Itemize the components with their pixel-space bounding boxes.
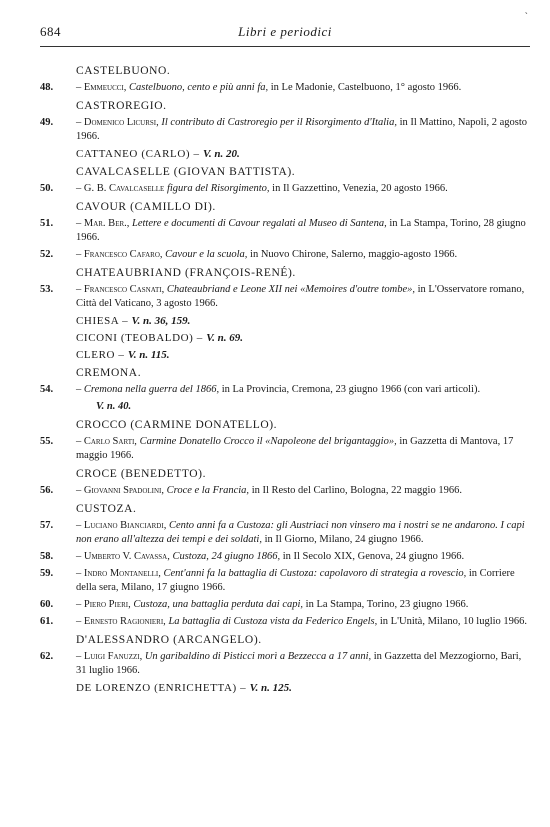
entry-publication: in La Stampa, Torino, 28 giugno 1966. [76,218,526,243]
bibliography-entry [40,567,530,595]
entry-text [76,81,530,95]
entry-number: 59. [40,568,54,579]
entry-publication: in Il Gazzettino, Venezia, 20 agosto 1966. [269,183,448,194]
entry-title: Lettere e documenti di Cavour regalati al Museo di Santena, [132,218,387,229]
entry-title: Carmine Donatello Crocco il «Napoleone del brigantaggio», [139,436,397,447]
entry-publication: in Le Madonie, Castelbuono, 1° agosto 1966. [268,82,462,93]
section-heading: CROCE (BENEDETTO). [76,468,207,480]
entry-text [76,484,530,498]
entry-author: Francesco Cafaro, [83,249,163,260]
entry-publication: in L'Osservatore romano, Città del Vaticano, 3 agosto 1966. [76,284,525,309]
entry-publication: in La Stampa, Torino, 23 giugno 1966. [303,599,469,610]
bibliography-entry [40,248,530,262]
crossref-heading: CICONI (TEOBALDO) – [76,332,207,344]
entry-title: Un garibaldino di Pisticci morì a Bezzecca a 17 anni, [144,651,372,662]
entry-author: Mar. Ber., [83,218,130,229]
section-heading: CASTROREGIO. [76,100,167,112]
entry-title: Chateaubriand e Leone XII nei «Memoires d'outre tombe», [166,284,415,295]
entry-number: 62. [40,651,54,662]
bibliography-entry [40,435,530,463]
section-heading: CHATEAUBRIAND (FRANÇOIS-RENÉ). [76,267,296,279]
crossref-target: V. n. 20. [202,148,240,160]
corner-mark: ` [524,12,528,23]
entry-dash: – [76,82,84,93]
entry-text [76,567,530,595]
crossref-target: V. n. 36, 159. [131,315,191,327]
crossref-heading: CHIESA – [76,315,132,327]
entry-text [76,116,530,144]
entry-title: Cavour e la scuola, [165,249,248,260]
section-heading: CAVALCASELLE (GIOVAN BATTISTA). [76,166,296,178]
entry-number: 52. [40,249,54,260]
bibliography-entry [40,116,530,144]
page-header [40,12,530,44]
entry-publication: in La Provincia, Cremona, 23 giugno 1966 (con vari articoli). [219,384,481,395]
cross-reference [76,331,530,345]
cross-reference [76,348,530,362]
entry-title: Croce e la Francia, [166,485,250,496]
entry-text [76,598,530,612]
entry-publication: in Il Resto del Carlino, Bologna, 22 maggio 1966. [249,485,462,496]
entry-number: 50. [40,183,54,194]
bibliography-entry [40,598,530,612]
entry-text [76,435,530,463]
entry-title: Custoza, 24 giugno 1866, [172,551,281,562]
cross-reference [76,681,530,695]
entry-publication: in Il Giorno, Milano, 24 giugno 1966. [261,534,424,545]
bibliography-list [40,60,530,698]
entry-publication: in Corriere della sera, Milano, 17 giugno 1966. [76,568,515,593]
entry-publication: in Gazzetta del Mezzogiorno, Bari, 31 luglio 1966. [76,651,522,676]
entry-title: Cento anni fa a Custoza: gli Austriaci non vinsero ma i nostri se ne andarono. I capi non erano all'altezza dei tempi e dei soldati, [76,520,525,545]
entry-number: 51. [40,218,54,229]
entry-dash: – [76,117,84,128]
section-heading: D'ALESSANDRO (ARCANGELO). [76,634,262,646]
crossref-heading: DE LORENZO (ENRICHETTA) – [76,682,250,694]
crossref-target: V. n. 125. [249,682,292,694]
crossref-target: V. n. 69. [206,332,244,344]
entry-number: 56. [40,485,54,496]
entry-text [76,217,530,245]
section-heading: CROCCO (CARMINE DONATELLO). [76,419,278,431]
entry-number: 57. [40,520,54,531]
bibliography-entry [40,283,530,311]
bibliography-entry [40,650,530,678]
entry-title: Il contributo di Castroregio per il Risorgimento d'Italia, [161,117,397,128]
entry-number: 48. [40,82,54,93]
crossref-target: V. n. 115. [127,349,170,361]
bibliography-entry [40,81,530,95]
entry-dash: – [76,249,84,260]
entry-title: Custoza, una battaglia perduta dai capi, [133,599,304,610]
entry-dash: – [76,485,84,496]
see-also-reference: V. n. 40. [96,401,132,412]
entry-author: Giovanni Spadolini, [83,485,164,496]
entry-author: G. B. Cavalcaselle [83,183,165,194]
bibliography-entry [40,615,530,629]
crossref-heading: CATTANEO (CARLO) – [76,148,203,160]
entry-publication: in L'Unità, Milano, 10 luglio 1966. [377,616,528,627]
entry-title: La battaglia di Custoza vista da Federico Engels, [168,616,378,627]
bibliography-entry [40,383,530,397]
section-heading: CASTELBUONO. [76,65,171,77]
entry-publication: in Il Mattino, Napoli, 2 agosto 1966. [76,117,528,142]
entry-text [76,182,530,196]
entry-author: Indro Montanelli, [83,568,161,579]
cross-reference [76,314,530,328]
entry-dash: – [76,599,84,610]
entry-dash: – [76,384,84,395]
entry-title: Cent'anni fa la battaglia di Custoza: capolavoro di strategia a rovescio, [163,568,467,579]
entry-dash: – [76,436,84,447]
entry-author: Umberto V. Cavassa, [83,551,170,562]
bibliography-entry [40,519,530,547]
crossref-heading: CLERO – [76,349,128,361]
bibliography-entry [40,484,530,498]
entry-title: figura del Risorgimento, [166,183,270,194]
entry-text [76,615,530,629]
entry-dash: – [76,284,84,295]
entry-text [76,383,530,397]
entry-number: 53. [40,284,54,295]
entry-author: Domenico Licursi, [83,117,159,128]
entry-author: Luigi Fanuzzi, [83,651,143,662]
cross-reference [76,147,530,161]
entry-number: 58. [40,551,54,562]
entry-dash: – [76,651,84,662]
entry-number: 49. [40,117,54,128]
entry-publication: in Il Secolo XIX, Genova, 24 giugno 1966. [280,551,465,562]
entry-dash: – [76,520,84,531]
entry-dash: – [76,616,84,627]
entry-text [76,248,530,262]
entry-title: Castelbuono, cento e più anni fa, [129,82,269,93]
entry-author: Ernesto Ragionieri, [83,616,166,627]
entry-dash: – [76,183,84,194]
entry-text [76,283,530,311]
entry-number: 55. [40,436,54,447]
page-number: 684 [40,24,61,39]
bibliography-entry [40,182,530,196]
bibliography-entry [40,217,530,245]
entry-dash: – [76,568,84,579]
entry-author: Piero Pieri, [83,599,131,610]
header-rule [40,46,530,47]
entry-text [76,550,530,564]
entry-author: Emmeucci, [83,82,127,93]
entry-author: Francesco Casnati, [83,284,165,295]
entry-dash: – [76,551,84,562]
entry-number: 61. [40,616,54,627]
entry-publication: in Nuovo Chirone, Salerno, maggio-agosto 1966. [247,249,458,260]
entry-author: Carlo Sarti, [83,436,137,447]
entry-publication: in Gazzetta di Mantova, 17 maggio 1966. [76,436,514,461]
entry-text [76,519,530,547]
entry-dash: – [76,218,84,229]
bibliography-entry [40,550,530,564]
section-heading: CUSTOZA. [76,503,137,515]
entry-text [76,650,530,678]
entry-number: 60. [40,599,54,610]
entry-author: Luciano Bianciardi, [83,520,167,531]
entry-title: Cremona nella guerra del 1866, [83,384,220,395]
section-heading: CREMONA. [76,367,142,379]
section-heading: CAVOUR (CAMILLO DI). [76,201,216,213]
running-title: Libri e periodici [238,24,332,39]
entry-number: 54. [40,384,54,395]
